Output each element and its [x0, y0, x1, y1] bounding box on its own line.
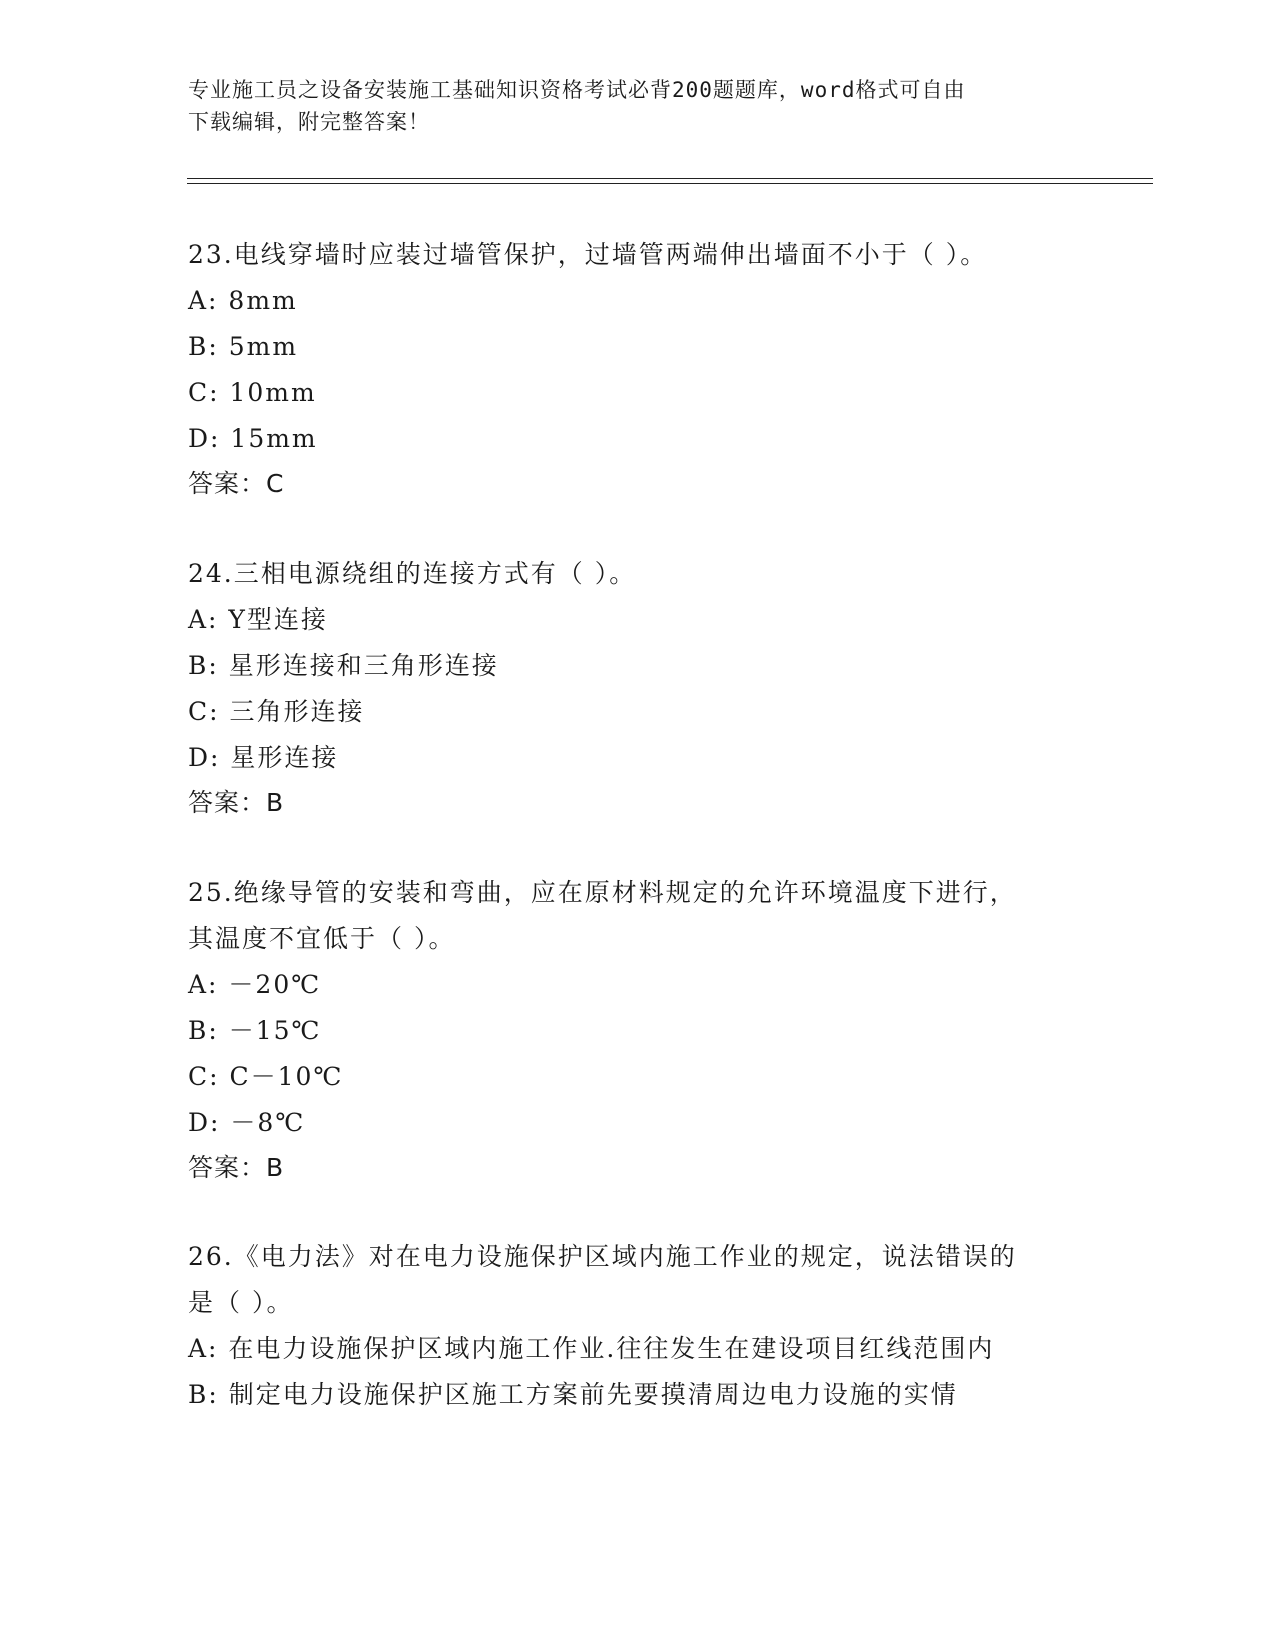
option-a: A: 8mm — [188, 286, 298, 315]
option-b: B: 星形连接和三角形连接 — [188, 651, 499, 680]
option-a: A: 在电力设施保护区域内施工作业.往往发生在建设项目红线范围内 — [188, 1334, 995, 1363]
option-d: D: 15mm — [188, 424, 318, 453]
option-c: C: C－10℃ — [188, 1062, 344, 1091]
question-25 — [188, 870, 1088, 1190]
answer: 答案：B — [188, 1153, 285, 1182]
question-title-line-1: 26.《电力法》对在电力设施保护区域内施工作业的规定，说法错误的 — [188, 1242, 1017, 1271]
answer: 答案：B — [188, 788, 285, 817]
header-divider-bottom — [187, 183, 1153, 184]
question-title-line-2: 其温度不宜低于（ ）。 — [188, 924, 456, 953]
option-b: B: 5mm — [188, 332, 299, 361]
question-23 — [188, 232, 1088, 506]
option-d: D: －8℃ — [188, 1108, 306, 1137]
option-c: C: 10mm — [188, 378, 317, 407]
option-c: C: 三角形连接 — [188, 697, 365, 726]
question-title: 24.三相电源绕组的连接方式有（ ）。 — [188, 559, 637, 588]
answer: 答案：C — [188, 469, 285, 498]
question-title: 23.电线穿墙时应装过墙管保护，过墙管两端伸出墙面不小于（ ）。 — [188, 240, 988, 269]
question-24 — [188, 551, 1088, 825]
option-a: A: －20℃ — [188, 970, 322, 999]
header-divider-top — [187, 178, 1153, 179]
option-a: A: Y型连接 — [188, 605, 328, 634]
question-26 — [188, 1234, 1088, 1418]
document-header — [188, 74, 1088, 138]
header-line-1: 专业施工员之设备安装施工基础知识资格考试必背200题题库，word格式可自由 — [188, 78, 966, 102]
option-b: B: －15℃ — [188, 1016, 322, 1045]
question-title-line-2: 是（ ）。 — [188, 1288, 294, 1317]
option-d: D: 星形连接 — [188, 743, 339, 772]
header-line-2: 下载编辑，附完整答案！ — [188, 110, 430, 134]
option-b: B: 制定电力设施保护区施工方案前先要摸清周边电力设施的实情 — [188, 1380, 958, 1409]
question-title-line-1: 25.绝缘导管的安装和弯曲，应在原材料规定的允许环境温度下进行， — [188, 878, 1017, 907]
